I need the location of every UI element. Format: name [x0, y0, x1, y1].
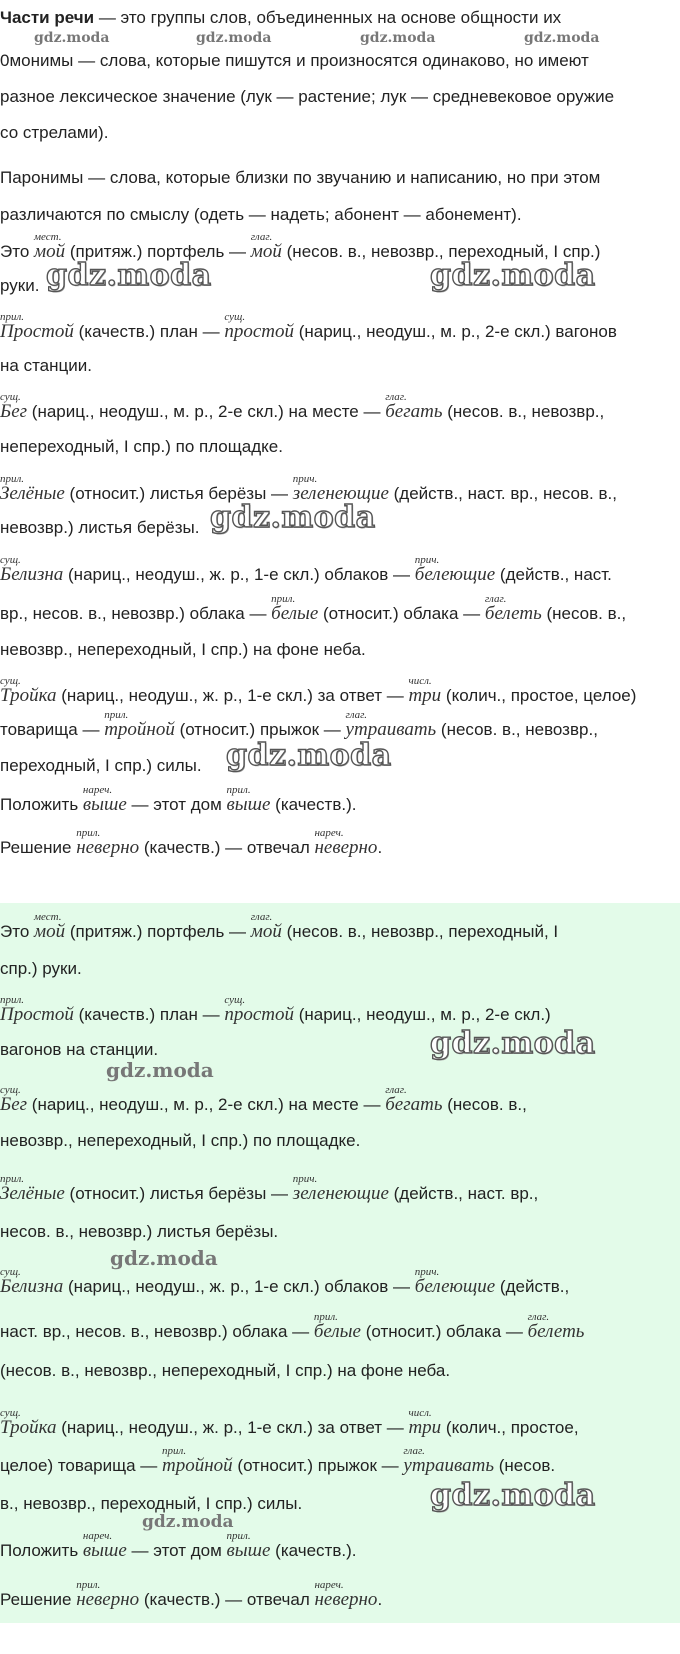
headword: сущ. Бег: [0, 1095, 27, 1115]
watermark-large: gdz.moda: [226, 738, 392, 773]
headword: прил. Простой: [0, 322, 74, 342]
pos-annotation: сущ.: [0, 675, 21, 687]
headword: прил. белые: [271, 604, 318, 624]
pos-annotation: прил.: [226, 1530, 251, 1542]
pos-annotation: прил.: [104, 709, 129, 721]
headword: прил. Зелёные: [0, 484, 65, 504]
intro-title: Части речи: [0, 8, 95, 27]
example-prostoi-line-1: прил. Простой (качеств.) план — сущ. простой (нариц., неодуш., м. р., 2-е скл.) вагонов: [0, 322, 617, 342]
pos-annotation: прил.: [271, 593, 296, 605]
headword: прил. Простой: [0, 1005, 74, 1025]
pos-annotation: прич.: [292, 473, 318, 485]
answer-troika-line-3: в., невозвр., переходный, I спр.) силы.: [0, 1494, 303, 1513]
watermark-large: gdz.moda: [430, 1026, 596, 1061]
pos-annotation: глаг.: [527, 1311, 550, 1323]
example-belizna-line-3: невозвр., непереходный, I спр.) на фоне неба.: [0, 640, 366, 659]
pos-annotation: прич.: [414, 554, 440, 566]
watermark-small: gdz.moda: [110, 1246, 218, 1270]
headword: сущ. Бег: [0, 402, 27, 422]
headword: прич. белеющие: [415, 565, 495, 585]
answer-beg-line-2: невозвр., непереходный, I спр.) по площадке.: [0, 1131, 361, 1150]
example-vyshe-line: Положить нареч. выше — этот дом прил. выше (качеств.).: [0, 795, 356, 815]
headword: глаг. утраивать: [346, 720, 437, 740]
pos-annotation: прил.: [162, 1445, 187, 1457]
headword: прил. выше: [227, 1541, 271, 1561]
pos-annotation: прич.: [292, 1173, 318, 1185]
example-belizna-line-1: сущ. Белизна (нариц., неодуш., ж. р., 1-е скл.) облаков — прич. белеющие (действ., наст.: [0, 565, 612, 585]
headword: глаг. белеть: [485, 604, 542, 624]
headword: числ. три: [408, 1418, 441, 1438]
homonyms-line-1: 0монимы — слова, которые пишутся и произносятся одинаково, но имеют: [0, 51, 589, 70]
headword: глаг. мой: [251, 242, 282, 262]
headword: прич. белеющие: [415, 1277, 495, 1297]
answer-prostoi-line-1: прил. Простой (качеств.) план — сущ. простой (нариц., неодуш., м. р., 2-е скл.): [0, 1005, 551, 1025]
watermark-small: gdz.moda: [360, 30, 436, 46]
watermark-large: gdz.moda: [210, 500, 376, 535]
paronyms-line-1: Паронимы — слова, которые близки по звучанию и написанию, но при этом: [0, 168, 601, 187]
example-prostoi-line-2: на станции.: [0, 356, 92, 375]
pos-annotation: глаг.: [484, 593, 507, 605]
example-zelenye-line-1: прил. Зелёные (относит.) листья берёзы — прич. зеленеющие (действ., наст. вр., несов. в.,: [0, 484, 617, 504]
example-troika-line-2: товарища — прил. тройной (относит.) прыжок — глаг. утраивать (несов. в., невозвр.,: [0, 720, 598, 740]
headword: прил. белые: [314, 1322, 361, 1342]
intro-title-line: [0, 8, 561, 28]
headword: сущ. Белизна: [0, 1277, 63, 1297]
headword: сущ. простой: [224, 1005, 294, 1025]
answer-belizna-line-3: (несов. в., невозвр., непереходный, I спр.) на фоне неба.: [0, 1361, 451, 1380]
headword: глаг. мой: [251, 922, 282, 942]
headword: глаг. утраивать: [403, 1456, 494, 1476]
pos-annotation: глаг.: [385, 1084, 407, 1096]
pos-annotation: прил.: [76, 1579, 101, 1591]
pos-annotation: сущ.: [0, 391, 21, 403]
pos-annotation: прил.: [0, 311, 25, 323]
pos-annotation: прил.: [76, 827, 101, 839]
watermark-small: gdz.moda: [196, 30, 272, 46]
homonyms-line-3: со стрелами).: [0, 123, 109, 142]
pos-annotation: глаг.: [250, 231, 273, 243]
headword: прил. Зелёные: [0, 1184, 65, 1204]
pos-annotation: сущ.: [0, 1407, 21, 1419]
headword: нареч. выше: [83, 1541, 127, 1561]
answer-zelenye-line-1: прил. Зелёные (относит.) листья берёзы — прич. зеленеющие (действ., наст. вр.,: [0, 1184, 538, 1204]
headword: глаг. белеть: [528, 1322, 585, 1342]
pos-annotation: прил.: [0, 994, 25, 1006]
headword: прил. тройной: [104, 720, 175, 740]
pos-annotation: сущ.: [0, 1266, 21, 1278]
answer-prostoi-line-2: вагонов на станции.: [0, 1040, 159, 1059]
pos-annotation: нареч.: [82, 784, 113, 796]
pos-annotation: прич.: [414, 1266, 440, 1278]
answer-belizna-line-2: наст. вр., несов. в., невозвр.) облака — прил. белые (относит.) облака — глаг. белеть: [0, 1322, 584, 1342]
headword: мест. мой: [34, 922, 65, 942]
pos-annotation: глаг.: [250, 911, 273, 923]
headword: сущ. Тройка: [0, 686, 57, 706]
headword: числ. три: [408, 686, 441, 706]
headword: прич. зеленеющие: [293, 484, 389, 504]
answer-vyshe-line: Положить нареч. выше — этот дом прил. выше (качеств.).: [0, 1541, 356, 1561]
intro-title-rest: — это группы слов, объединенных на основе общности их: [94, 8, 562, 27]
watermark-small: gdz.moda: [106, 1058, 214, 1082]
answer-moi-line-2: спр.) руки.: [0, 959, 82, 978]
pos-annotation: прил.: [0, 1173, 25, 1185]
example-belizna-line-2: вр., несов. в., невозвр.) облака — прил. белые (относит.) облака — глаг. белеть (несов. в.,: [0, 604, 626, 624]
pos-annotation: числ.: [408, 1407, 432, 1419]
example-moi-line-2: руки.: [0, 276, 40, 295]
headword: нареч. неверно: [314, 838, 377, 858]
headword: прил. тройной: [162, 1456, 233, 1476]
pos-annotation: мест.: [34, 911, 62, 923]
watermark-large: gdz.moda: [430, 258, 596, 293]
example-beg-line-1: сущ. Бег (нариц., неодуш., м. р., 2-е скл.) на месте — глаг. бегать (несов. в., невозвр.,: [0, 402, 604, 422]
answer-neverno-line: Решение прил. неверно (качеств.) — отвечал нареч. неверно.: [0, 1590, 382, 1610]
headword: нареч. неверно: [314, 1590, 377, 1610]
answer-moi-line-1: Это мест. мой (притяж.) портфель — глаг. мой (несов. в., невозвр., переходный, I: [0, 922, 558, 942]
headword: мест. мой: [34, 242, 65, 262]
answer-zelenye-line-2: несов. в., невозвр.) листья берёзы.: [0, 1222, 279, 1241]
pos-annotation: сущ.: [0, 1084, 21, 1096]
pos-annotation: нареч.: [314, 1579, 344, 1591]
example-troika-line-1: сущ. Тройка (нариц., неодуш., ж. р., 1-е скл.) за ответ — числ. три (колич., простое, целое): [0, 686, 636, 706]
example-zelenye-line-2: невозвр.) листья берёзы.: [0, 518, 200, 537]
headword: сущ. Тройка: [0, 1418, 57, 1438]
paronyms-line-2: различаются по смыслу (одеть — надеть; абонент — абонемент).: [0, 205, 522, 224]
watermark-large: gdz.moda: [46, 258, 212, 293]
pos-annotation: прил.: [313, 1311, 338, 1323]
pos-annotation: глаг.: [403, 1445, 425, 1457]
pos-annotation: нареч.: [314, 827, 344, 839]
headword: прил. выше: [227, 795, 271, 815]
pos-annotation: сущ.: [0, 554, 21, 566]
headword: прич. зеленеющие: [293, 1184, 389, 1204]
example-troika-line-3: переходный, I спр.) силы.: [0, 756, 202, 775]
headword: глаг. бегать: [385, 402, 442, 422]
answer-troika-line-1: сущ. Тройка (нариц., неодуш., ж. р., 1-е скл.) за ответ — числ. три (колич., простое,: [0, 1418, 579, 1438]
headword: сущ. простой: [224, 322, 294, 342]
pos-annotation: прил.: [0, 473, 25, 485]
pos-annotation: прил.: [226, 784, 251, 796]
headword: прил. неверно: [76, 838, 139, 858]
watermark-large: gdz.moda: [430, 1478, 596, 1513]
pos-annotation: глаг.: [345, 709, 368, 721]
pos-annotation: числ.: [408, 675, 432, 687]
pos-annotation: глаг.: [385, 391, 407, 403]
headword: глаг. бегать: [385, 1095, 442, 1115]
headword: сущ. Белизна: [0, 565, 63, 585]
headword: нареч. выше: [83, 795, 127, 815]
pos-annotation: сущ.: [224, 311, 246, 323]
answer-beg-line-1: сущ. Бег (нариц., неодуш., м. р., 2-е скл.) на месте — глаг. бегать (несов. в.,: [0, 1095, 527, 1115]
watermark-small: gdz.moda: [142, 1512, 234, 1532]
pos-annotation: мест.: [34, 231, 62, 243]
answer-troika-line-2: целое) товарища — прил. тройной (относит.) прыжок — глаг. утраивать (несов.: [0, 1456, 555, 1476]
answer-belizna-line-1: сущ. Белизна (нариц., неодуш., ж. р., 1-е скл.) облаков — прич. белеющие (действ.,: [0, 1277, 569, 1297]
example-beg-line-2: непереходный, I спр.) по площадке.: [0, 437, 283, 456]
homonyms-line-2: разное лексическое значение (лук — растение; лук — средневековое оружие: [0, 87, 615, 106]
pos-annotation: сущ.: [224, 994, 246, 1006]
watermark-small: gdz.moda: [34, 30, 110, 46]
headword: прил. неверно: [76, 1590, 139, 1610]
example-neverno-line: Решение прил. неверно (качеств.) — отвечал нареч. неверно.: [0, 838, 382, 858]
pos-annotation: нареч.: [82, 1530, 113, 1542]
watermark-small: gdz.moda: [524, 30, 600, 46]
example-moi-line-1: Это мест. мой (притяж.) портфель — глаг. мой (несов. в., невозвр., переходный, I спр.): [0, 242, 600, 262]
